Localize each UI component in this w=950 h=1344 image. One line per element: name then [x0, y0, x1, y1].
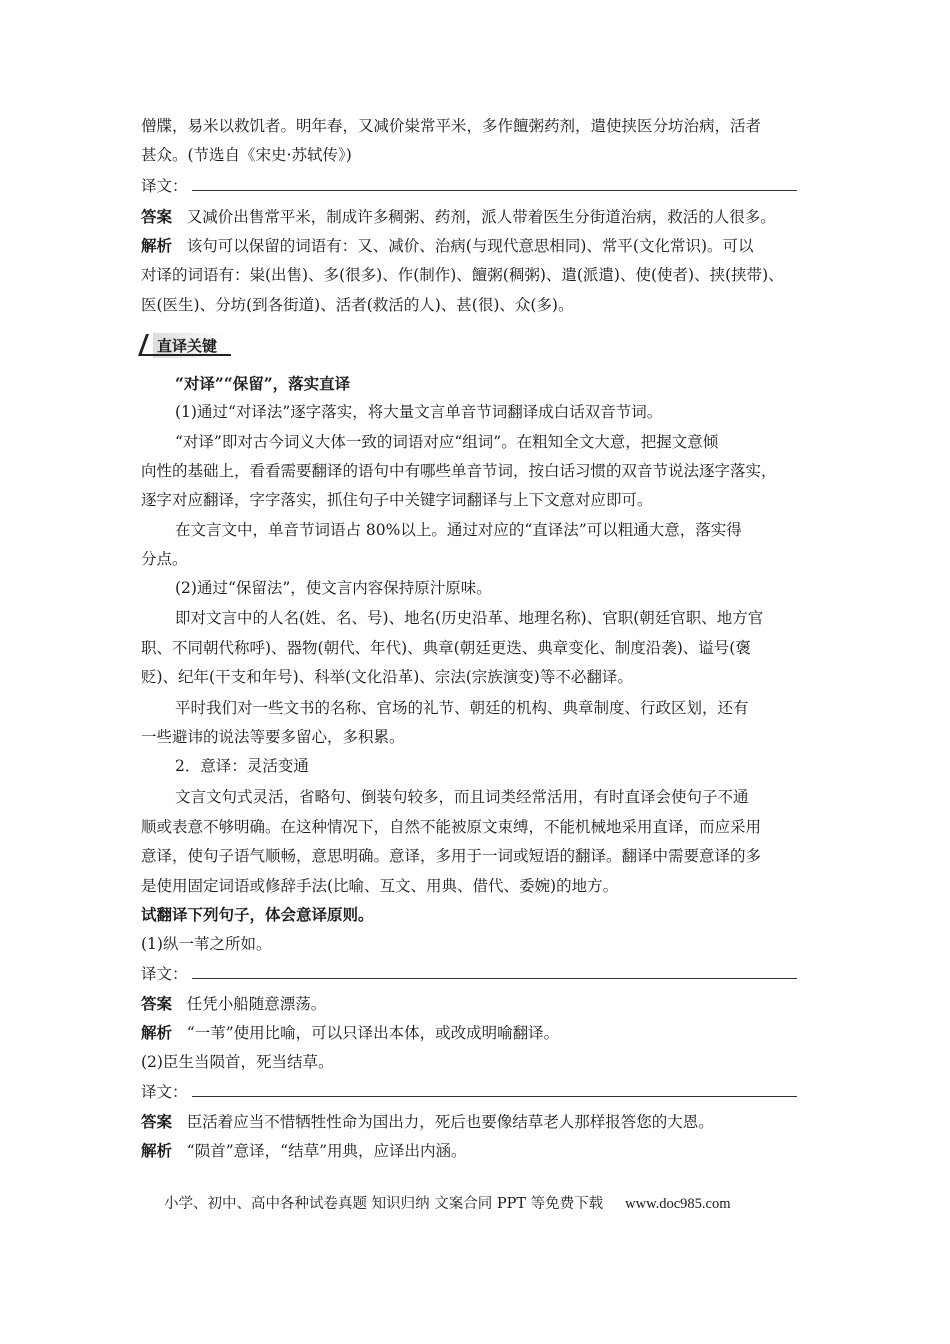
section-heading: [141, 332, 225, 358]
translation-blank[interactable]: [192, 964, 797, 979]
translation-label: 译文：: [141, 1083, 188, 1101]
paragraph-8-line-4: 是使用固定词语或修辞手法(比喻、互文、用典、借代、委婉)的地方。: [141, 877, 619, 895]
analysis-3: [141, 1141, 467, 1161]
translation-blank[interactable]: [192, 176, 797, 191]
translation-row-3: [141, 1082, 797, 1102]
answer-label: 答案: [141, 1113, 173, 1131]
question-1: (1)纵一苇之所如。: [141, 935, 272, 953]
translation-label: 译文：: [141, 965, 188, 983]
paragraph-8-line-3: 意译，使句子语气顺畅，意思明确。意译，多用于一词或短语的翻译。翻译中需要意译的多: [141, 847, 762, 865]
analysis-1-line-2: 对译的词语有：粜(出售)、多(很多)、作(制作)、饘粥(稠粥)、遣(派遣)、使(使者)、挟(挟带)、: [141, 266, 784, 284]
answer-2: [141, 994, 326, 1014]
question-2: (2)臣生当陨首，死当结草。: [141, 1053, 334, 1071]
translation-row-2: [141, 964, 797, 984]
paragraph-4: (2)通过“保留法”，使文言内容保持原汁原味。: [175, 579, 492, 597]
analysis-1-line-1: [141, 236, 754, 256]
paragraph-3-line-2: 分点。: [141, 550, 188, 568]
analysis-label: 解析: [141, 1142, 173, 1160]
analysis-text: “陨首”意译，“结草”用典，应译出内涵。: [186, 1142, 467, 1160]
paragraph-2-line-1: “对译”即对古今词义大体一致的词语对应“组词”。在粗知全文大意，把握文意倾: [175, 433, 719, 451]
answer-text: 臣活着应当不惜牺牲性命为国出力，死后也要像结草老人那样报答您的大恩。: [186, 1113, 714, 1131]
analysis-label: 解析: [141, 1024, 173, 1042]
translation-label: 译文：: [141, 177, 188, 195]
paragraph-2-line-3: 逐字对应翻译，字字落实，抓住句子中关键字词翻译与上下文意对应即可。: [141, 491, 653, 509]
paragraph-2-line-2: 向性的基础上，看看需要翻译的语句中有哪些单音节词，按白话习惯的双音节说法逐字落实，: [141, 462, 777, 480]
passage-line-1: 僧牒，易米以救饥者。明年春，又减价粜常平米，多作饘粥药剂，遣使挟医分坊治病，活者: [141, 117, 762, 135]
paragraph-6-line-1: 平时我们对一些文书的名称、官场的礼节、朝廷的机构、典章制度、行政区划，还有: [175, 699, 749, 717]
footer-text: 小学、初中、高中各种试卷真题 知识归纳 文案合同 PPT 等免费下载: [164, 1196, 604, 1212]
answer-3: [141, 1112, 714, 1132]
answer-1: [141, 207, 776, 227]
passage-line-2: 甚众。(节选自《宋史·苏轼传》): [141, 146, 352, 164]
footer-link[interactable]: www.doc985.com: [625, 1196, 731, 1212]
page-footer: [164, 1192, 731, 1213]
answer-text: 又减价出售常平米，制成许多稠粥、药剂，派人带着医生分街道治病，救活的人很多。: [186, 208, 776, 226]
paragraph-1: (1)通过“对译法”逐字落实，将大量文言单音节词翻译成白话双音节词。: [175, 403, 663, 421]
answer-label: 答案: [141, 208, 173, 226]
paragraph-title: “对译”“保留”，落实直译: [175, 374, 351, 393]
paragraph-3-line-1: 在文言文中，单音节词语占 80%以上。通过对应的“直译法”可以粗通大意，落实得: [175, 521, 742, 539]
heading-text: 直译关键: [153, 333, 225, 358]
paragraph-5-line-3: 贬)、纪年(干支和年号)、科举(文化沿革)、宗法(宗族演变)等不必翻译。: [141, 668, 633, 686]
answer-text: 任凭小船随意漂荡。: [186, 995, 327, 1013]
paragraph-6-line-2: 一些避讳的说法等要多留心，多积累。: [141, 728, 405, 746]
paragraph-8-line-1: 文言文句式灵活，省略句、倒装句较多，而且词类经常活用，有时直译会使句子不通: [175, 788, 749, 806]
analysis-label: 解析: [141, 237, 173, 255]
heading-mark-icon: [141, 334, 151, 356]
answer-label: 答案: [141, 995, 173, 1013]
translation-blank[interactable]: [192, 1082, 797, 1097]
analysis-2: [141, 1023, 559, 1043]
exercise-title: 试翻译下列句子，体会意译原则。: [141, 905, 374, 924]
section-2-title: 2．意译：灵活变通: [175, 757, 309, 775]
paragraph-5-line-1: 即对文言中的人名(姓、名、号)、地名(历史沿革、地理名称)、官职(朝廷官职、地方官: [175, 609, 764, 627]
analysis-text: “一苇”使用比喻，可以只译出本体，或改成明喻翻译。: [186, 1024, 560, 1042]
analysis-text: 该句可以保留的词语有：又、减价、治病(与现代意思相同)、常平(文化常识)。可以: [186, 237, 754, 255]
paragraph-8-line-2: 顺或表意不够明确。在这种情况下，自然不能被原文束缚，不能机械地采用直译，而应采用: [141, 818, 762, 836]
paragraph-5-line-2: 职、不同朝代称呼)、器物(朝代、年代)、典章(朝廷更迭、典章变化、制度沿袭)、谥号(褒: [141, 639, 751, 657]
translation-row-1: [141, 176, 797, 196]
analysis-1-line-3: 医(医生)、分坊(到各街道)、活者(救活的人)、甚(很)、众(多)。: [141, 296, 574, 314]
